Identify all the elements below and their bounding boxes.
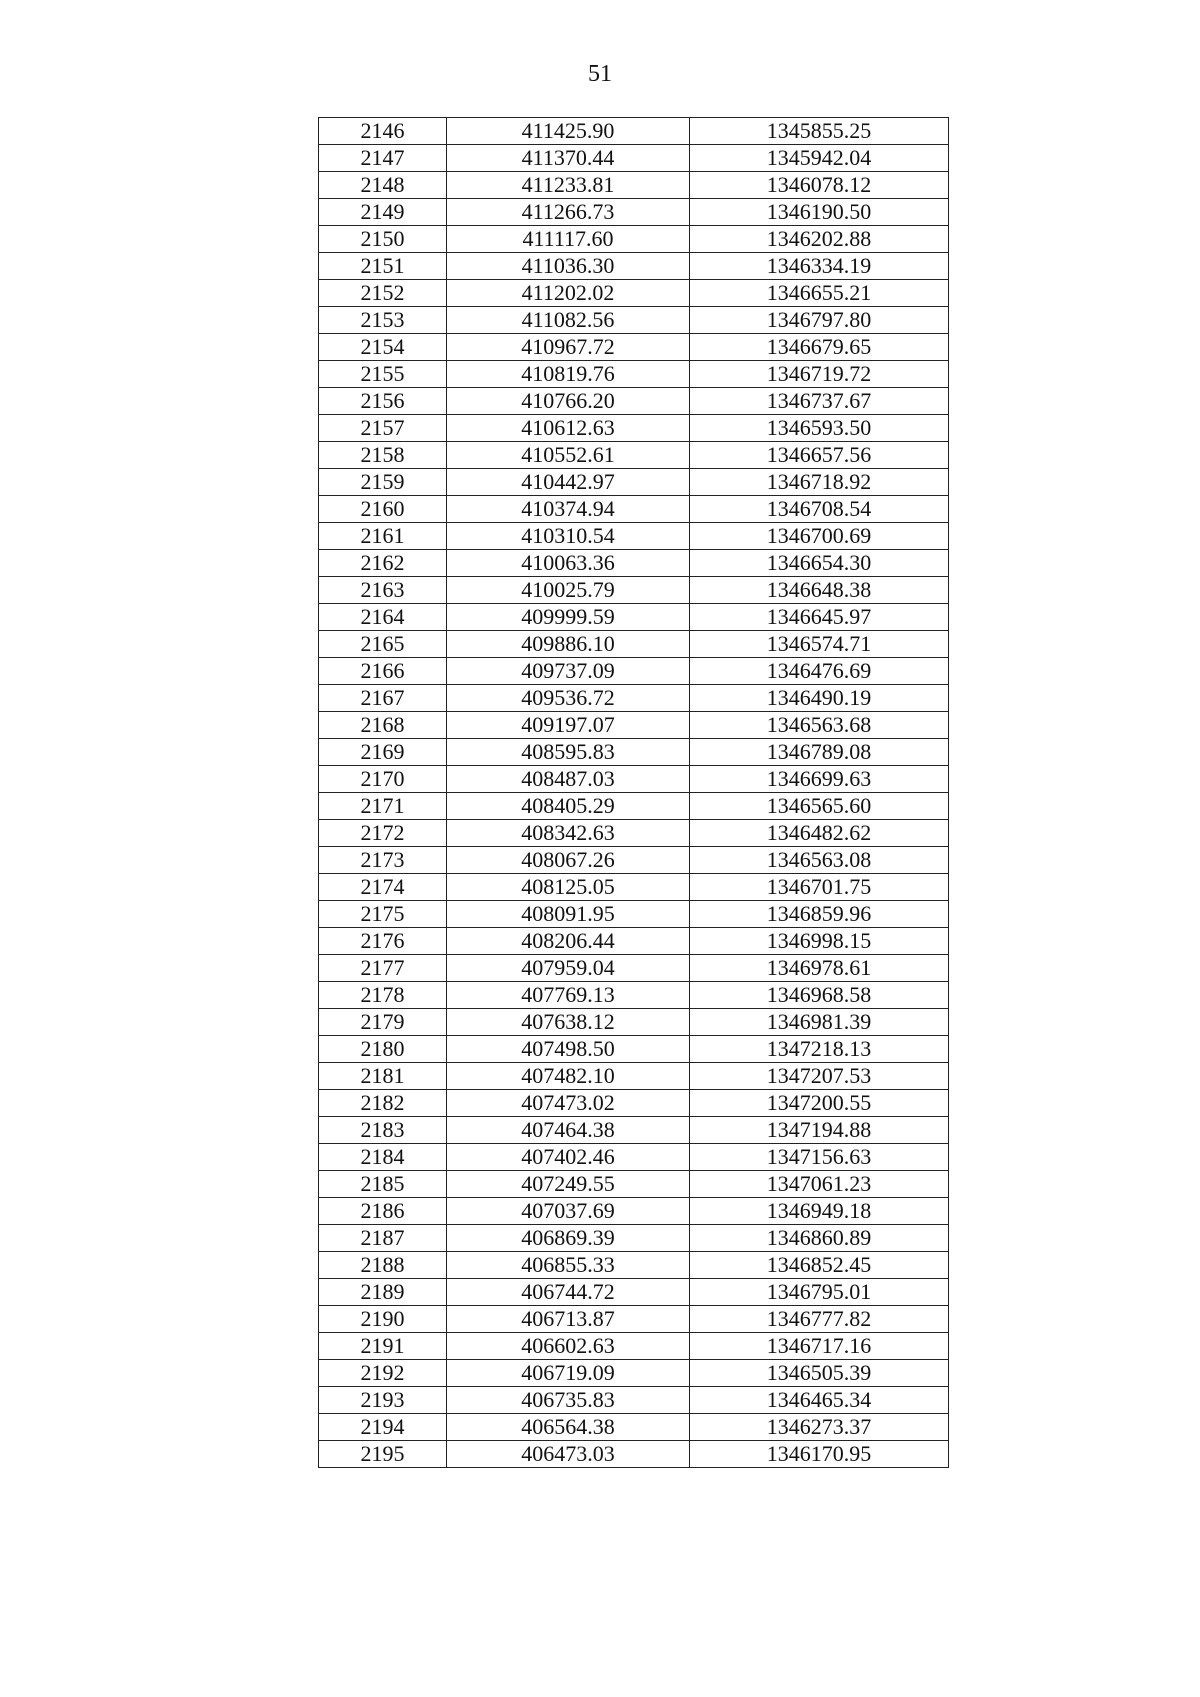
x-coordinate-cell: 409737.09 xyxy=(447,658,690,685)
x-coordinate-cell: 408067.26 xyxy=(447,847,690,874)
point-number-cell: 2193 xyxy=(319,1387,447,1414)
x-coordinate-cell: 408342.63 xyxy=(447,820,690,847)
y-coordinate-cell: 1346699.63 xyxy=(690,766,949,793)
point-number-cell: 2157 xyxy=(319,415,447,442)
x-coordinate-cell: 406735.83 xyxy=(447,1387,690,1414)
table-row xyxy=(319,415,949,442)
table-row xyxy=(319,1144,949,1171)
y-coordinate-cell: 1346202.88 xyxy=(690,226,949,253)
y-coordinate-cell: 1346273.37 xyxy=(690,1414,949,1441)
table-row xyxy=(319,496,949,523)
table-row xyxy=(319,388,949,415)
x-coordinate-cell: 407769.13 xyxy=(447,982,690,1009)
table-row xyxy=(319,658,949,685)
y-coordinate-cell: 1346968.58 xyxy=(690,982,949,1009)
table-row xyxy=(319,1225,949,1252)
x-coordinate-cell: 407498.50 xyxy=(447,1036,690,1063)
point-number-cell: 2158 xyxy=(319,442,447,469)
y-coordinate-cell: 1346563.68 xyxy=(690,712,949,739)
x-coordinate-cell: 410819.76 xyxy=(447,361,690,388)
point-number-cell: 2188 xyxy=(319,1252,447,1279)
x-coordinate-cell: 411266.73 xyxy=(447,199,690,226)
table-row xyxy=(319,982,949,1009)
x-coordinate-cell: 411370.44 xyxy=(447,145,690,172)
point-number-cell: 2164 xyxy=(319,604,447,631)
point-number-cell: 2153 xyxy=(319,307,447,334)
table-row xyxy=(319,1063,949,1090)
y-coordinate-cell: 1347207.53 xyxy=(690,1063,949,1090)
table-row xyxy=(319,766,949,793)
y-coordinate-cell: 1346737.67 xyxy=(690,388,949,415)
point-number-cell: 2149 xyxy=(319,199,447,226)
table-row xyxy=(319,1009,949,1036)
x-coordinate-cell: 407402.46 xyxy=(447,1144,690,1171)
point-number-cell: 2163 xyxy=(319,577,447,604)
x-coordinate-cell: 408487.03 xyxy=(447,766,690,793)
point-number-cell: 2178 xyxy=(319,982,447,1009)
x-coordinate-cell: 408125.05 xyxy=(447,874,690,901)
y-coordinate-cell: 1346860.89 xyxy=(690,1225,949,1252)
table-row xyxy=(319,523,949,550)
y-coordinate-cell: 1346565.60 xyxy=(690,793,949,820)
y-coordinate-cell: 1347200.55 xyxy=(690,1090,949,1117)
y-coordinate-cell: 1346593.50 xyxy=(690,415,949,442)
table-row xyxy=(319,145,949,172)
table-row xyxy=(319,172,949,199)
point-number-cell: 2170 xyxy=(319,766,447,793)
table-row xyxy=(319,820,949,847)
x-coordinate-cell: 411202.02 xyxy=(447,280,690,307)
point-number-cell: 2148 xyxy=(319,172,447,199)
y-coordinate-cell: 1346719.72 xyxy=(690,361,949,388)
y-coordinate-cell: 1345942.04 xyxy=(690,145,949,172)
point-number-cell: 2146 xyxy=(319,118,447,145)
x-coordinate-cell: 410967.72 xyxy=(447,334,690,361)
point-number-cell: 2176 xyxy=(319,928,447,955)
y-coordinate-cell: 1346789.08 xyxy=(690,739,949,766)
x-coordinate-cell: 406602.63 xyxy=(447,1333,690,1360)
point-number-cell: 2191 xyxy=(319,1333,447,1360)
x-coordinate-cell: 407464.38 xyxy=(447,1117,690,1144)
table-row xyxy=(319,793,949,820)
x-coordinate-cell: 406869.39 xyxy=(447,1225,690,1252)
x-coordinate-cell: 410374.94 xyxy=(447,496,690,523)
x-coordinate-cell: 407482.10 xyxy=(447,1063,690,1090)
point-number-cell: 2150 xyxy=(319,226,447,253)
point-number-cell: 2183 xyxy=(319,1117,447,1144)
table-row xyxy=(319,928,949,955)
point-number-cell: 2168 xyxy=(319,712,447,739)
table-row xyxy=(319,631,949,658)
point-number-cell: 2151 xyxy=(319,253,447,280)
y-coordinate-cell: 1347218.13 xyxy=(690,1036,949,1063)
point-number-cell: 2156 xyxy=(319,388,447,415)
point-number-cell: 2154 xyxy=(319,334,447,361)
y-coordinate-cell: 1346852.45 xyxy=(690,1252,949,1279)
x-coordinate-cell: 409536.72 xyxy=(447,685,690,712)
y-coordinate-cell: 1346170.95 xyxy=(690,1441,949,1468)
table-row xyxy=(319,1360,949,1387)
x-coordinate-cell: 411036.30 xyxy=(447,253,690,280)
table-row xyxy=(319,874,949,901)
y-coordinate-cell: 1346700.69 xyxy=(690,523,949,550)
x-coordinate-cell: 410552.61 xyxy=(447,442,690,469)
x-coordinate-cell: 408091.95 xyxy=(447,901,690,928)
x-coordinate-cell: 410612.63 xyxy=(447,415,690,442)
x-coordinate-cell: 406473.03 xyxy=(447,1441,690,1468)
y-coordinate-cell: 1346717.16 xyxy=(690,1333,949,1360)
x-coordinate-cell: 408595.83 xyxy=(447,739,690,766)
x-coordinate-cell: 411117.60 xyxy=(447,226,690,253)
table-row xyxy=(319,1306,949,1333)
point-number-cell: 2172 xyxy=(319,820,447,847)
table-row xyxy=(319,1090,949,1117)
x-coordinate-cell: 406713.87 xyxy=(447,1306,690,1333)
table-row xyxy=(319,280,949,307)
y-coordinate-cell: 1347194.88 xyxy=(690,1117,949,1144)
table-row xyxy=(319,577,949,604)
y-coordinate-cell: 1346795.01 xyxy=(690,1279,949,1306)
x-coordinate-cell: 411425.90 xyxy=(447,118,690,145)
table-row xyxy=(319,118,949,145)
table-row xyxy=(319,307,949,334)
point-number-cell: 2166 xyxy=(319,658,447,685)
table-row xyxy=(319,1279,949,1306)
y-coordinate-cell: 1346654.30 xyxy=(690,550,949,577)
y-coordinate-cell: 1346645.97 xyxy=(690,604,949,631)
x-coordinate-cell: 407473.02 xyxy=(447,1090,690,1117)
point-number-cell: 2181 xyxy=(319,1063,447,1090)
x-coordinate-cell: 406564.38 xyxy=(447,1414,690,1441)
y-coordinate-cell: 1346482.62 xyxy=(690,820,949,847)
x-coordinate-cell: 406719.09 xyxy=(447,1360,690,1387)
y-coordinate-cell: 1346465.34 xyxy=(690,1387,949,1414)
point-number-cell: 2186 xyxy=(319,1198,447,1225)
point-number-cell: 2189 xyxy=(319,1279,447,1306)
point-number-cell: 2175 xyxy=(319,901,447,928)
point-number-cell: 2185 xyxy=(319,1171,447,1198)
y-coordinate-cell: 1346981.39 xyxy=(690,1009,949,1036)
point-number-cell: 2161 xyxy=(319,523,447,550)
point-number-cell: 2171 xyxy=(319,793,447,820)
point-number-cell: 2184 xyxy=(319,1144,447,1171)
x-coordinate-cell: 408405.29 xyxy=(447,793,690,820)
table-row xyxy=(319,847,949,874)
x-coordinate-cell: 407638.12 xyxy=(447,1009,690,1036)
point-number-cell: 2160 xyxy=(319,496,447,523)
table-row xyxy=(319,1171,949,1198)
y-coordinate-cell: 1346701.75 xyxy=(690,874,949,901)
point-number-cell: 2179 xyxy=(319,1009,447,1036)
table-row xyxy=(319,226,949,253)
point-number-cell: 2167 xyxy=(319,685,447,712)
x-coordinate-cell: 409197.07 xyxy=(447,712,690,739)
table-row xyxy=(319,955,949,982)
point-number-cell: 2147 xyxy=(319,145,447,172)
y-coordinate-cell: 1346655.21 xyxy=(690,280,949,307)
point-number-cell: 2155 xyxy=(319,361,447,388)
table-row xyxy=(319,253,949,280)
point-number-cell: 2152 xyxy=(319,280,447,307)
point-number-cell: 2174 xyxy=(319,874,447,901)
point-number-cell: 2165 xyxy=(319,631,447,658)
point-number-cell: 2194 xyxy=(319,1414,447,1441)
table-row xyxy=(319,442,949,469)
x-coordinate-cell: 410025.79 xyxy=(447,577,690,604)
x-coordinate-cell: 411233.81 xyxy=(447,172,690,199)
point-number-cell: 2177 xyxy=(319,955,447,982)
x-coordinate-cell: 406855.33 xyxy=(447,1252,690,1279)
table-row xyxy=(319,1117,949,1144)
point-number-cell: 2182 xyxy=(319,1090,447,1117)
x-coordinate-cell: 407249.55 xyxy=(447,1171,690,1198)
table-row xyxy=(319,1414,949,1441)
y-coordinate-cell: 1346563.08 xyxy=(690,847,949,874)
y-coordinate-cell: 1347156.63 xyxy=(690,1144,949,1171)
point-number-cell: 2159 xyxy=(319,469,447,496)
y-coordinate-cell: 1346505.39 xyxy=(690,1360,949,1387)
table-row xyxy=(319,1036,949,1063)
table-row xyxy=(319,199,949,226)
y-coordinate-cell: 1346777.82 xyxy=(690,1306,949,1333)
table-row xyxy=(319,361,949,388)
table-row xyxy=(319,901,949,928)
y-coordinate-cell: 1346476.69 xyxy=(690,658,949,685)
point-number-cell: 2195 xyxy=(319,1441,447,1468)
table-row xyxy=(319,1441,949,1468)
x-coordinate-cell: 410766.20 xyxy=(447,388,690,415)
y-coordinate-cell: 1346574.71 xyxy=(690,631,949,658)
y-coordinate-cell: 1346708.54 xyxy=(690,496,949,523)
coordinates-table-body xyxy=(319,118,949,1468)
x-coordinate-cell: 408206.44 xyxy=(447,928,690,955)
x-coordinate-cell: 410310.54 xyxy=(447,523,690,550)
x-coordinate-cell: 410442.97 xyxy=(447,469,690,496)
y-coordinate-cell: 1346718.92 xyxy=(690,469,949,496)
y-coordinate-cell: 1346978.61 xyxy=(690,955,949,982)
table-row xyxy=(319,1252,949,1279)
coordinates-table xyxy=(318,117,949,1468)
point-number-cell: 2169 xyxy=(319,739,447,766)
point-number-cell: 2162 xyxy=(319,550,447,577)
y-coordinate-cell: 1346949.18 xyxy=(690,1198,949,1225)
point-number-cell: 2192 xyxy=(319,1360,447,1387)
y-coordinate-cell: 1346859.96 xyxy=(690,901,949,928)
point-number-cell: 2173 xyxy=(319,847,447,874)
y-coordinate-cell: 1346190.50 xyxy=(690,199,949,226)
y-coordinate-cell: 1346490.19 xyxy=(690,685,949,712)
y-coordinate-cell: 1346648.38 xyxy=(690,577,949,604)
y-coordinate-cell: 1346078.12 xyxy=(690,172,949,199)
x-coordinate-cell: 406744.72 xyxy=(447,1279,690,1306)
table-row xyxy=(319,1198,949,1225)
table-row xyxy=(319,712,949,739)
y-coordinate-cell: 1346797.80 xyxy=(690,307,949,334)
page-number: 51 xyxy=(588,61,612,87)
x-coordinate-cell: 407959.04 xyxy=(447,955,690,982)
y-coordinate-cell: 1346679.65 xyxy=(690,334,949,361)
table-row xyxy=(319,604,949,631)
point-number-cell: 2180 xyxy=(319,1036,447,1063)
y-coordinate-cell: 1345855.25 xyxy=(690,118,949,145)
table-row xyxy=(319,550,949,577)
y-coordinate-cell: 1346334.19 xyxy=(690,253,949,280)
x-coordinate-cell: 411082.56 xyxy=(447,307,690,334)
table-row xyxy=(319,1387,949,1414)
x-coordinate-cell: 407037.69 xyxy=(447,1198,690,1225)
y-coordinate-cell: 1346998.15 xyxy=(690,928,949,955)
table-row xyxy=(319,1333,949,1360)
x-coordinate-cell: 409999.59 xyxy=(447,604,690,631)
table-row xyxy=(319,334,949,361)
table-row xyxy=(319,739,949,766)
table-row xyxy=(319,685,949,712)
table-row xyxy=(319,469,949,496)
y-coordinate-cell: 1347061.23 xyxy=(690,1171,949,1198)
x-coordinate-cell: 410063.36 xyxy=(447,550,690,577)
y-coordinate-cell: 1346657.56 xyxy=(690,442,949,469)
point-number-cell: 2190 xyxy=(319,1306,447,1333)
point-number-cell: 2187 xyxy=(319,1225,447,1252)
x-coordinate-cell: 409886.10 xyxy=(447,631,690,658)
